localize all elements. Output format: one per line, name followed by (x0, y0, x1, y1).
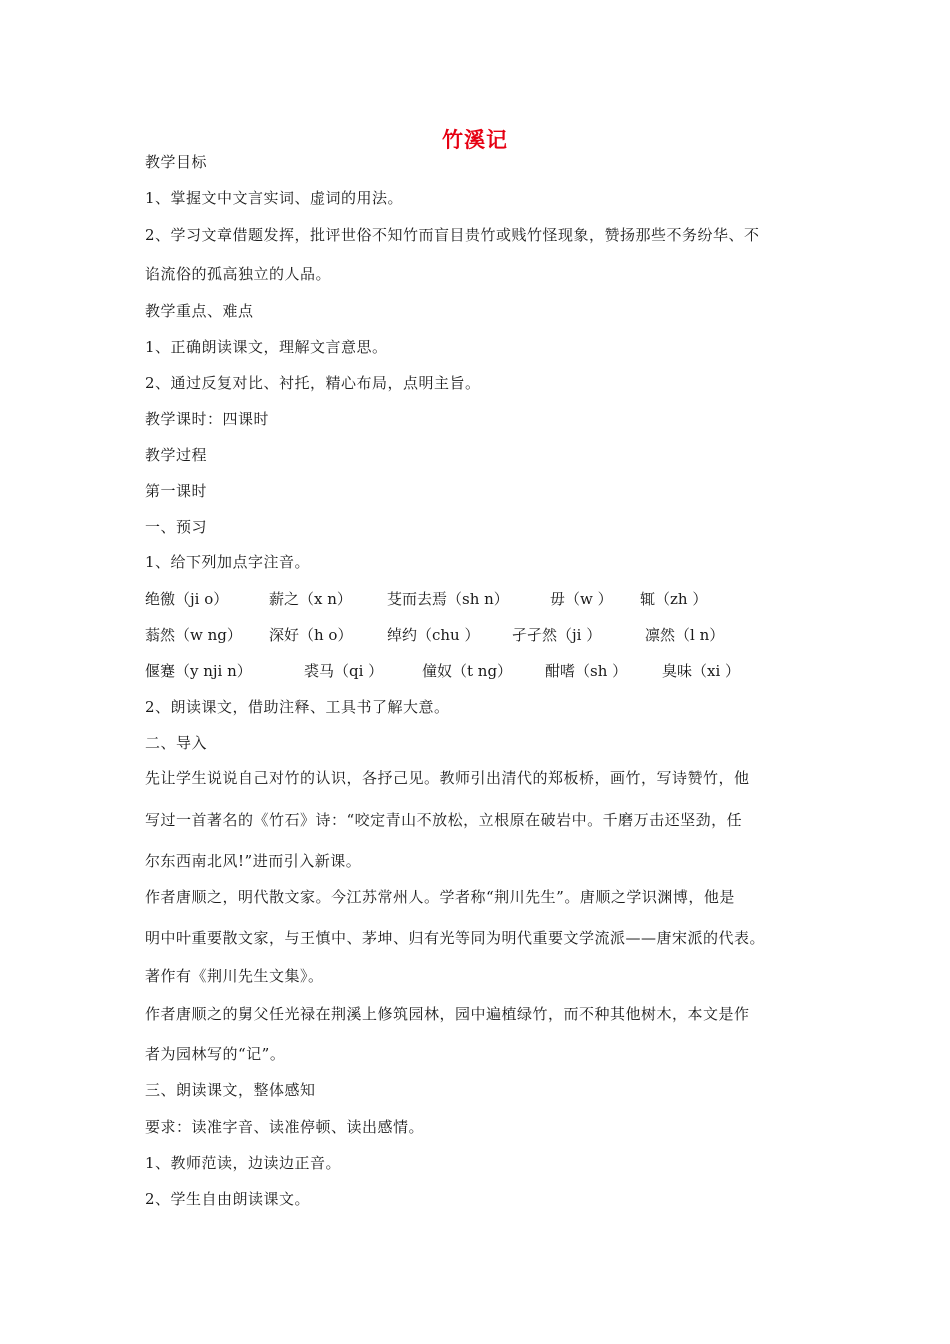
goal-2-line-1: 2、学习文章借题发挥，批评世俗不知竹而盲目贵竹或贱竹怪现象，赞扬那些不务纷华、不 (145, 226, 760, 244)
reading-step-1: 1、教师范读，边读边正音。 (145, 1154, 342, 1172)
class-hours: 教学课时：四课时 (145, 410, 270, 428)
lesson-1-heading: 第一课时 (145, 482, 208, 500)
pinyin-item: 绰约（chu ） (387, 626, 480, 644)
author-paragraph-line-2: 明中叶重要散文家，与王慎中、茅坤、归有光等同为明代重要文学流派——唐宋派的代表。 (145, 929, 766, 947)
preview-heading: 一、预习 (145, 518, 208, 536)
process-heading: 教学过程 (145, 446, 208, 464)
author-paragraph-line-3: 著作有《荆川先生文集》。 (145, 967, 324, 985)
key-point-1: 1、正确朗读课文，理解文言意思。 (145, 338, 388, 356)
key-point-2: 2、通过反复对比、衬托，精心布局，点明主旨。 (145, 374, 481, 392)
background-paragraph-line-1: 作者唐顺之的舅父任光禄在荆溪上修筑园林，园中遍植绿竹，而不种其他树木，本文是作 (145, 1005, 750, 1023)
pinyin-item: 僮奴（t ng） (422, 662, 513, 680)
pinyin-item: 深好（h o） (269, 626, 353, 644)
pinyin-item: 臭味（xi ） (662, 662, 741, 680)
pinyin-item: 毋（w ） (550, 590, 613, 608)
key-points-heading: 教学重点、难点 (145, 302, 254, 320)
document-title: 竹溪记 (442, 128, 508, 152)
author-paragraph-line-1: 作者唐顺之，明代散文家。今江苏常州人。学者称“荆川先生”。唐顺之学识渊博，他是 (145, 888, 735, 906)
pinyin-item: 薪之（x n） (269, 590, 352, 608)
pinyin-item: 偃蹇（y nji n） (145, 662, 252, 680)
intro-heading: 二、导入 (145, 734, 208, 752)
pinyin-item: 酣嗜（sh ） (545, 662, 628, 680)
pinyin-item: 芟而去焉（sh n） (387, 590, 509, 608)
intro-paragraph-line-3: 尔东西南北风!”进而引入新课。 (145, 852, 362, 870)
reading-heading: 三、朗读课文，整体感知 (145, 1081, 316, 1099)
background-paragraph-line-2: 者为园林写的“记”。 (145, 1045, 286, 1063)
reading-requirements: 要求：读准字音、读准停顿、读出感情。 (145, 1118, 425, 1136)
goal-1: 1、掌握文中文言实词、虚词的用法。 (145, 189, 404, 207)
preview-item-1: 1、给下列加点字注音。 (145, 553, 311, 571)
pinyin-item: 辄（zh ） (640, 590, 708, 608)
pinyin-item: 孑孑然（ji ） (512, 626, 602, 644)
pinyin-item: 绝徼（ji o） (145, 590, 229, 608)
preview-item-2: 2、朗读课文，借助注释、工具书了解大意。 (145, 698, 450, 716)
goal-2-line-2: 谄流俗的孤高独立的人品。 (145, 265, 332, 283)
goals-heading: 教学目标 (145, 153, 208, 171)
intro-paragraph-line-1: 先让学生说说自己对竹的认识，各抒己见。教师引出清代的郑板桥，画竹，写诗赞竹，他 (145, 769, 750, 787)
pinyin-item: 蓊然（w ng） (145, 626, 242, 644)
pinyin-item: 裘马（qi ） (304, 662, 384, 680)
pinyin-item: 凛然（l n） (645, 626, 725, 644)
intro-paragraph-line-2: 写过一首著名的《竹石》诗：“咬定青山不放松，立根原在破岩中。千磨万击还坚劲，任 (145, 811, 743, 829)
reading-step-2: 2、学生自由朗读课文。 (145, 1190, 311, 1208)
